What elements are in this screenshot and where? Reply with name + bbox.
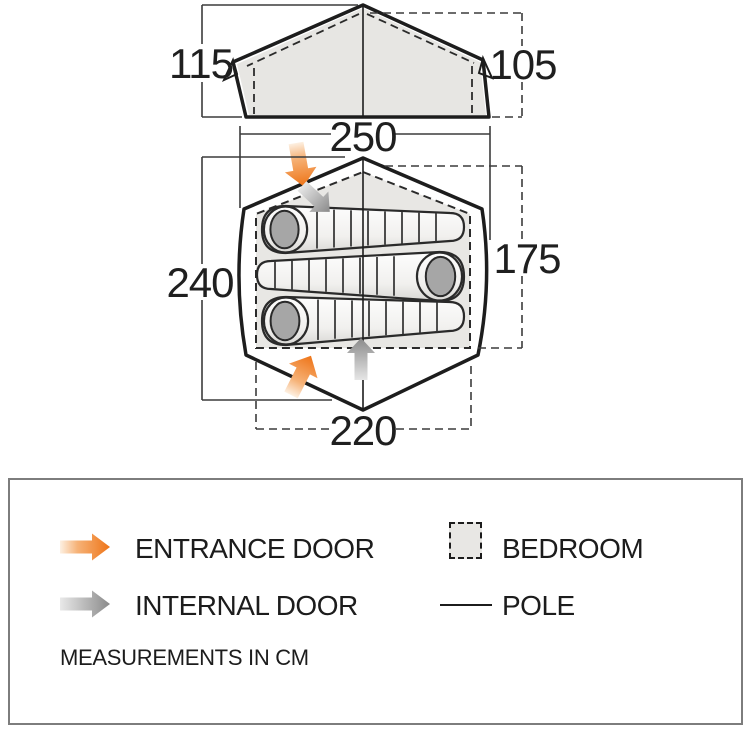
dim-240-label: 240 <box>166 259 234 306</box>
side-elevation-view <box>224 5 492 117</box>
bag-head <box>271 302 300 340</box>
dim-105-label: 105 <box>489 41 557 88</box>
legend-bedroom-label: BEDROOM <box>502 533 644 564</box>
dim-115-label: 115 <box>169 40 233 87</box>
internal-door-arrow-icon <box>60 590 112 618</box>
entrance-door-arrow-bottom <box>277 349 325 403</box>
sleeping-bags <box>257 206 464 345</box>
dim-175-label: 175 <box>493 235 561 282</box>
bag-head <box>270 211 298 249</box>
measurements-note: MEASUREMENTS IN CM <box>60 645 309 670</box>
legend-entrance-door-label: ENTRANCE DOOR <box>135 533 375 564</box>
legend-pole-label: POLE <box>502 590 575 621</box>
flysheet-fill <box>237 8 486 115</box>
legend-box <box>8 478 743 725</box>
floor-plan-view <box>239 140 487 410</box>
entrance-door-arrow-icon <box>60 533 112 561</box>
arrow-shape <box>280 140 319 189</box>
dim-250-label: 250 <box>329 113 397 160</box>
arrow-shape <box>277 349 325 403</box>
legend-internal-door-label: INTERNAL DOOR <box>135 590 358 621</box>
bedroom-area-swatch <box>449 522 482 559</box>
bag-head <box>426 257 455 296</box>
entrance-door-arrow-top <box>280 140 319 189</box>
dim-220-label: 220 <box>329 407 397 454</box>
pole-line-swatch <box>440 604 492 606</box>
